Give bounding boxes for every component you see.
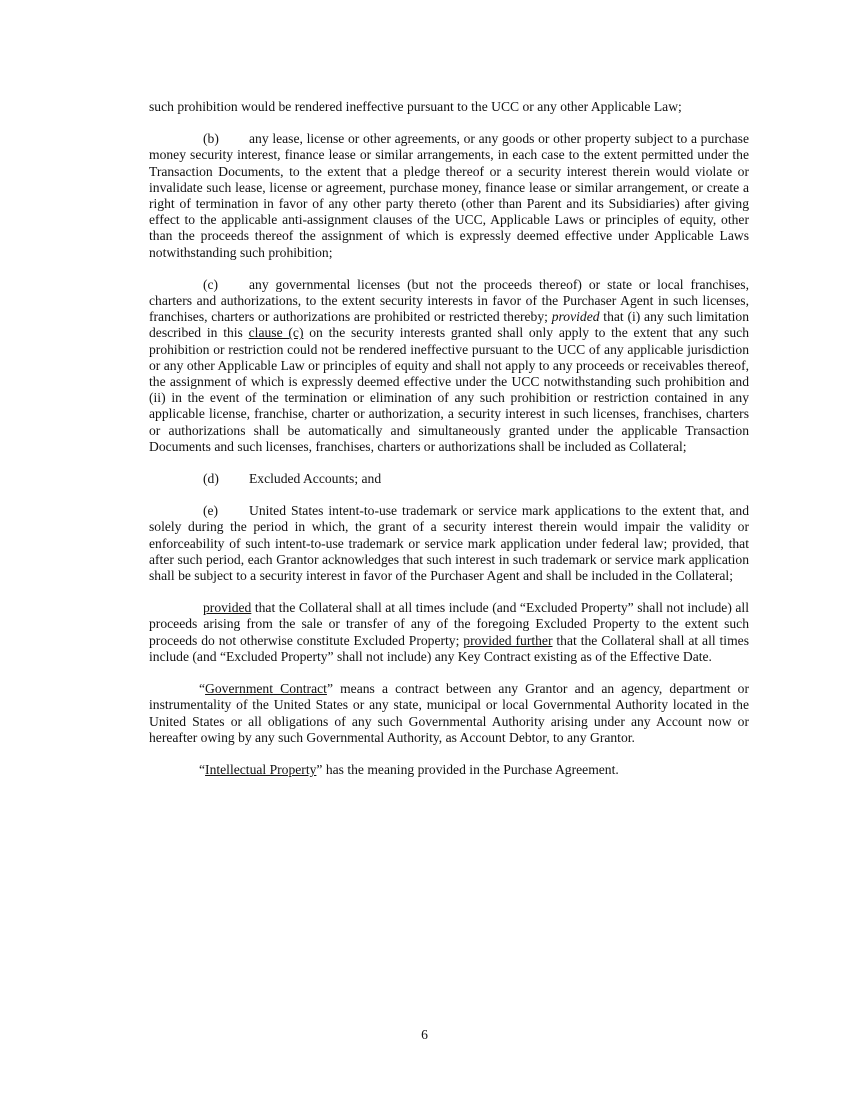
- clause-e: [149, 503, 749, 584]
- clause-d: [149, 471, 749, 487]
- provided-underlined: provided: [203, 600, 252, 616]
- defined-term-government-contract: Government Contract: [205, 681, 327, 697]
- proviso-paragraph: provided that the Collateral shall at all times include (and “Excluded Property” shall not include) all proceeds arising from the sale or transfer of any of the foregoing Excluded Property to the extent such proceeds do not otherwise constitute Excluded Property; provided further that the Collateral shall at all times include (and “Excluded Property” shall not include) any Key Contract existing as of the Effective Date.: [149, 600, 749, 664]
- definition-government-contract: “Government Contract” means a contract between any Grantor and an agency, department or instrumentality of the United States or any state, municipal or local Governmental Authority located in the United States or all obligations of any such Governmental Authority arising under any Account now or hereafter owing by any such Governmental Authority, as Account Debtor, to any Grantor.: [149, 681, 750, 745]
- provided-further-underlined: provided further: [463, 632, 553, 648]
- clause-b-text: any lease, license or other agreements, or any goods or other property subject to a purchase money security interest, finance lease or similar arrangements, in each case to the extent permitted under the Transaction Documents, to the extent that a pledge thereof or a security interest therein would violate or invalidate such lease, license or agreement, purchase money, finance lease or similar arrangement, or create a right of termination in favor of any other party thereto (other than Parent and its Subsidiaries) after giving effect to the applicable anti-assignment clauses of the UCC, Applicable Laws or principles of equity, other than the proceeds thereof the assignment of which is expressly deemed effective under Applicable Laws notwithstanding such prohibition;: [149, 131, 749, 260]
- defined-term-intellectual-property: Intellectual Property: [205, 761, 317, 777]
- clause-e-label: (e): [203, 503, 219, 519]
- clause-c-reference: clause (c): [248, 325, 304, 341]
- clause-b: [149, 131, 749, 261]
- definition-intellectual-property: “Intellectual Property” has the meaning provided in the Purchase Agreement.: [199, 761, 619, 777]
- clause-c-label: (c): [203, 276, 219, 292]
- clause-d-label: (d): [203, 471, 219, 487]
- clause-c: (c) any governmental licenses (but not the proceeds thereof) or state or local franchises, charters and authorizations, to the extent security interests in favor of the Purchaser Agent in such licenses, franchises, charters or authorizations are prohibited or restricted thereby; provided that (i) any such limitation described in this clause (c) on the security interests granted shall only apply to the extent that any such prohibition or restriction could not be rendered ineffective pursuant to the UCC of any applicable jurisdiction or any other Applicable Law or principles of equity and shall not apply to any proceeds or receivables thereof, the assignment of which is expressly deemed effective under the UCC notwithstanding such prohibition and (ii) in the event of the termination or elimination of any such prohibition or restriction contained in any applicable license, franchise, charter or authorization, a security interest in such licenses, franchises, charters or authorizations shall be automatically and simultaneously granted under the applicable Transaction Documents and such licenses, franchises, charters or authorizations shall be included as Collateral;: [149, 276, 750, 454]
- document-body: [149, 99, 749, 794]
- paragraph-intro: such prohibition would be rendered ineffective pursuant to the UCC or any other Applicable Law;: [149, 99, 682, 114]
- provided-italic: provided: [551, 309, 600, 325]
- clause-e-text: United States intent-to-use trademark or service mark applications to the extent that, and solely during the period in which, the grant of a security interest therein would impair the validity or enforceability of such intent-to-use trademark or service mark application under federal law; provided, that after such period, each Grantor acknowledges that such interest in such trademark or service mark application shall be subject to a security interest in favor of the Purchaser Agent and shall be included in the Collateral;: [149, 503, 749, 584]
- page-number: 6: [421, 1027, 428, 1042]
- clause-d-text: Excluded Accounts; and: [249, 471, 382, 487]
- clause-b-label: (b): [203, 131, 219, 147]
